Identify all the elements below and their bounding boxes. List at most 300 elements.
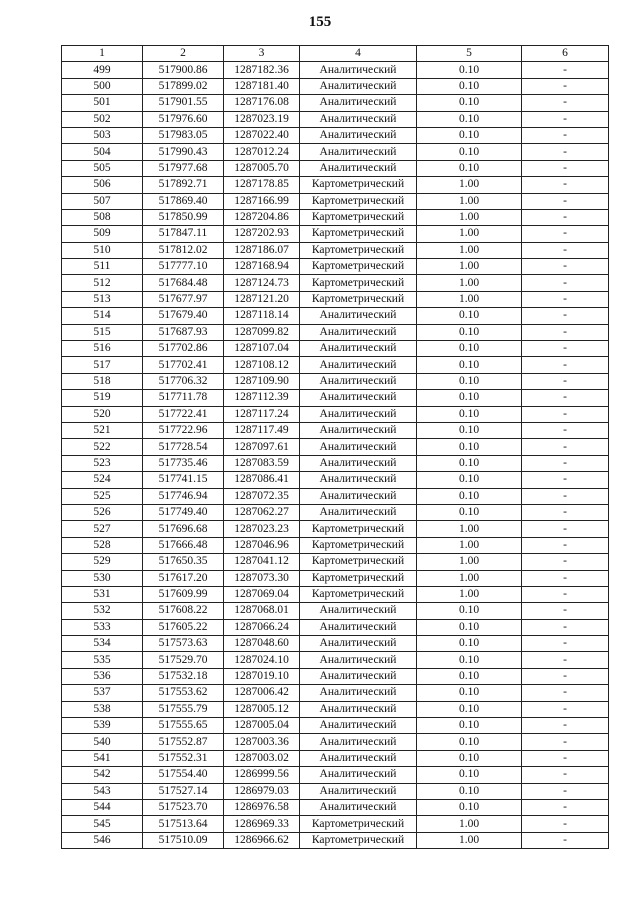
table-row: [62, 308, 609, 324]
x-coordinate-cell: 517555.65: [143, 718, 224, 734]
method-cell: Картометрический: [300, 193, 417, 209]
column-header-6: 6: [522, 46, 609, 62]
description-cell: -: [522, 685, 609, 701]
y-coordinate-cell: 1287066.24: [224, 619, 300, 635]
x-coordinate-cell: 517677.97: [143, 291, 224, 307]
table-header-row: [62, 46, 609, 62]
accuracy-cell: 1.00: [417, 570, 522, 586]
description-cell: -: [522, 373, 609, 389]
x-coordinate-cell: 517529.70: [143, 652, 224, 668]
description-cell: -: [522, 734, 609, 750]
column-header-5: 5: [417, 46, 522, 62]
table-row: [62, 160, 609, 176]
description-cell: -: [522, 111, 609, 127]
accuracy-cell: 0.10: [417, 324, 522, 340]
y-coordinate-cell: 1287117.49: [224, 422, 300, 438]
method-cell: Аналитический: [300, 422, 417, 438]
description-cell: -: [522, 586, 609, 602]
description-cell: -: [522, 701, 609, 717]
y-coordinate-cell: 1287062.27: [224, 504, 300, 520]
point-number-cell: 542: [62, 767, 143, 783]
table-row: [62, 504, 609, 520]
method-cell: Аналитический: [300, 373, 417, 389]
y-coordinate-cell: 1287107.04: [224, 341, 300, 357]
point-number-cell: 528: [62, 537, 143, 553]
method-cell: Аналитический: [300, 439, 417, 455]
method-cell: Аналитический: [300, 767, 417, 783]
description-cell: -: [522, 160, 609, 176]
description-cell: -: [522, 570, 609, 586]
accuracy-cell: 1.00: [417, 242, 522, 258]
y-coordinate-cell: 1287083.59: [224, 455, 300, 471]
accuracy-cell: 1.00: [417, 275, 522, 291]
method-cell: Аналитический: [300, 406, 417, 422]
point-number-cell: 523: [62, 455, 143, 471]
accuracy-cell: 0.10: [417, 488, 522, 504]
point-number-cell: 535: [62, 652, 143, 668]
method-cell: Картометрический: [300, 816, 417, 832]
x-coordinate-cell: 517977.68: [143, 160, 224, 176]
accuracy-cell: 0.10: [417, 636, 522, 652]
x-coordinate-cell: 517650.35: [143, 554, 224, 570]
description-cell: -: [522, 291, 609, 307]
point-number-cell: 534: [62, 636, 143, 652]
accuracy-cell: 0.10: [417, 160, 522, 176]
description-cell: -: [522, 619, 609, 635]
point-number-cell: 499: [62, 62, 143, 78]
table-row: [62, 488, 609, 504]
x-coordinate-cell: 517746.94: [143, 488, 224, 504]
table-row: [62, 357, 609, 373]
x-coordinate-cell: 517706.32: [143, 373, 224, 389]
x-coordinate-cell: 517847.11: [143, 226, 224, 242]
point-number-cell: 512: [62, 275, 143, 291]
accuracy-cell: 0.10: [417, 390, 522, 406]
method-cell: Аналитический: [300, 390, 417, 406]
description-cell: -: [522, 275, 609, 291]
x-coordinate-cell: 517735.46: [143, 455, 224, 471]
table-row: [62, 537, 609, 553]
y-coordinate-cell: 1287005.04: [224, 718, 300, 734]
table-row: [62, 275, 609, 291]
method-cell: Аналитический: [300, 160, 417, 176]
description-cell: -: [522, 341, 609, 357]
point-number-cell: 502: [62, 111, 143, 127]
description-cell: -: [522, 783, 609, 799]
y-coordinate-cell: 1287003.02: [224, 750, 300, 766]
y-coordinate-cell: 1286966.62: [224, 832, 300, 848]
point-number-cell: 509: [62, 226, 143, 242]
table-row: [62, 783, 609, 799]
y-coordinate-cell: 1287097.61: [224, 439, 300, 455]
point-number-cell: 510: [62, 242, 143, 258]
point-number-cell: 537: [62, 685, 143, 701]
method-cell: Аналитический: [300, 324, 417, 340]
method-cell: Аналитический: [300, 799, 417, 815]
accuracy-cell: 0.10: [417, 308, 522, 324]
accuracy-cell: 0.10: [417, 652, 522, 668]
y-coordinate-cell: 1287006.42: [224, 685, 300, 701]
method-cell: Аналитический: [300, 308, 417, 324]
y-coordinate-cell: 1287181.40: [224, 78, 300, 94]
description-cell: -: [522, 488, 609, 504]
point-number-cell: 519: [62, 390, 143, 406]
point-number-cell: 530: [62, 570, 143, 586]
y-coordinate-cell: 1287168.94: [224, 259, 300, 275]
point-number-cell: 524: [62, 472, 143, 488]
method-cell: Картометрический: [300, 570, 417, 586]
x-coordinate-cell: 517684.48: [143, 275, 224, 291]
table-row: [62, 111, 609, 127]
method-cell: Аналитический: [300, 95, 417, 111]
table-row: [62, 291, 609, 307]
table-row: [62, 799, 609, 815]
y-coordinate-cell: 1287048.60: [224, 636, 300, 652]
accuracy-cell: 0.10: [417, 62, 522, 78]
point-number-cell: 520: [62, 406, 143, 422]
x-coordinate-cell: 517617.20: [143, 570, 224, 586]
table-row: [62, 816, 609, 832]
accuracy-cell: 1.00: [417, 832, 522, 848]
x-coordinate-cell: 517527.14: [143, 783, 224, 799]
accuracy-cell: 0.10: [417, 357, 522, 373]
method-cell: Аналитический: [300, 701, 417, 717]
table-row: [62, 422, 609, 438]
table-row: [62, 193, 609, 209]
table-row: [62, 701, 609, 717]
accuracy-cell: 0.10: [417, 422, 522, 438]
table-row: [62, 570, 609, 586]
y-coordinate-cell: 1287178.85: [224, 177, 300, 193]
x-coordinate-cell: 517777.10: [143, 259, 224, 275]
table-row: [62, 554, 609, 570]
point-number-cell: 515: [62, 324, 143, 340]
table-row: [62, 767, 609, 783]
accuracy-cell: 1.00: [417, 291, 522, 307]
description-cell: -: [522, 554, 609, 570]
method-cell: Аналитический: [300, 62, 417, 78]
table-row: [62, 144, 609, 160]
x-coordinate-cell: 517990.43: [143, 144, 224, 160]
description-cell: -: [522, 832, 609, 848]
x-coordinate-cell: 517741.15: [143, 472, 224, 488]
point-number-cell: 506: [62, 177, 143, 193]
y-coordinate-cell: 1287099.82: [224, 324, 300, 340]
table-row: [62, 439, 609, 455]
description-cell: -: [522, 390, 609, 406]
method-cell: Картометрический: [300, 554, 417, 570]
description-cell: -: [522, 455, 609, 471]
description-cell: -: [522, 226, 609, 242]
method-cell: Картометрический: [300, 259, 417, 275]
method-cell: Аналитический: [300, 78, 417, 94]
method-cell: Картометрический: [300, 226, 417, 242]
table-row: [62, 259, 609, 275]
y-coordinate-cell: 1287019.10: [224, 668, 300, 684]
description-cell: -: [522, 324, 609, 340]
y-coordinate-cell: 1287124.73: [224, 275, 300, 291]
accuracy-cell: 0.10: [417, 783, 522, 799]
table-row: [62, 734, 609, 750]
y-coordinate-cell: 1287073.30: [224, 570, 300, 586]
y-coordinate-cell: 1287005.12: [224, 701, 300, 717]
description-cell: -: [522, 127, 609, 143]
method-cell: Аналитический: [300, 619, 417, 635]
description-cell: -: [522, 472, 609, 488]
method-cell: Картометрический: [300, 586, 417, 602]
table-row: [62, 685, 609, 701]
method-cell: Аналитический: [300, 472, 417, 488]
method-cell: Аналитический: [300, 652, 417, 668]
description-cell: -: [522, 357, 609, 373]
x-coordinate-cell: 517510.09: [143, 832, 224, 848]
point-number-cell: 518: [62, 373, 143, 389]
method-cell: Аналитический: [300, 734, 417, 750]
description-cell: -: [522, 816, 609, 832]
table-row: [62, 668, 609, 684]
accuracy-cell: 1.00: [417, 521, 522, 537]
method-cell: Аналитический: [300, 603, 417, 619]
table-row: [62, 324, 609, 340]
x-coordinate-cell: 517702.41: [143, 357, 224, 373]
method-cell: Аналитический: [300, 636, 417, 652]
point-number-cell: 511: [62, 259, 143, 275]
description-cell: -: [522, 668, 609, 684]
table-row: [62, 521, 609, 537]
y-coordinate-cell: 1287072.35: [224, 488, 300, 504]
description-cell: -: [522, 537, 609, 553]
point-number-cell: 536: [62, 668, 143, 684]
accuracy-cell: 1.00: [417, 193, 522, 209]
accuracy-cell: 0.10: [417, 95, 522, 111]
description-cell: -: [522, 308, 609, 324]
point-number-cell: 504: [62, 144, 143, 160]
table-row: [62, 636, 609, 652]
accuracy-cell: 1.00: [417, 209, 522, 225]
y-coordinate-cell: 1287182.36: [224, 62, 300, 78]
description-cell: -: [522, 177, 609, 193]
description-cell: -: [522, 259, 609, 275]
description-cell: -: [522, 209, 609, 225]
y-coordinate-cell: 1287118.14: [224, 308, 300, 324]
accuracy-cell: 1.00: [417, 816, 522, 832]
x-coordinate-cell: 517728.54: [143, 439, 224, 455]
point-number-cell: 539: [62, 718, 143, 734]
y-coordinate-cell: 1287022.40: [224, 127, 300, 143]
x-coordinate-cell: 517901.55: [143, 95, 224, 111]
description-cell: -: [522, 750, 609, 766]
table-row: [62, 341, 609, 357]
y-coordinate-cell: 1287041.12: [224, 554, 300, 570]
accuracy-cell: 0.10: [417, 619, 522, 635]
accuracy-cell: 1.00: [417, 259, 522, 275]
y-coordinate-cell: 1287024.10: [224, 652, 300, 668]
description-cell: -: [522, 95, 609, 111]
y-coordinate-cell: 1286969.33: [224, 816, 300, 832]
method-cell: Картометрический: [300, 209, 417, 225]
table-row: [62, 472, 609, 488]
accuracy-cell: 0.10: [417, 455, 522, 471]
table-row: [62, 390, 609, 406]
y-coordinate-cell: 1287121.20: [224, 291, 300, 307]
method-cell: Аналитический: [300, 718, 417, 734]
y-coordinate-cell: 1287012.24: [224, 144, 300, 160]
table-row: [62, 455, 609, 471]
accuracy-cell: 0.10: [417, 685, 522, 701]
accuracy-cell: 0.10: [417, 701, 522, 717]
method-cell: Картометрический: [300, 832, 417, 848]
point-number-cell: 541: [62, 750, 143, 766]
page-number: 155: [308, 14, 332, 30]
table-row: [62, 406, 609, 422]
accuracy-cell: 0.10: [417, 78, 522, 94]
description-cell: -: [522, 406, 609, 422]
description-cell: -: [522, 521, 609, 537]
table-row: [62, 603, 609, 619]
x-coordinate-cell: 517666.48: [143, 537, 224, 553]
accuracy-cell: 0.10: [417, 144, 522, 160]
table-row: [62, 619, 609, 635]
method-cell: Картометрический: [300, 521, 417, 537]
point-number-cell: 546: [62, 832, 143, 848]
x-coordinate-cell: 517554.40: [143, 767, 224, 783]
accuracy-cell: 0.10: [417, 504, 522, 520]
x-coordinate-cell: 517976.60: [143, 111, 224, 127]
table-row: [62, 127, 609, 143]
y-coordinate-cell: 1287109.90: [224, 373, 300, 389]
x-coordinate-cell: 517892.71: [143, 177, 224, 193]
point-number-cell: 532: [62, 603, 143, 619]
y-coordinate-cell: 1287023.23: [224, 521, 300, 537]
x-coordinate-cell: 517523.70: [143, 799, 224, 815]
table-row: [62, 832, 609, 848]
accuracy-cell: 1.00: [417, 226, 522, 242]
column-header-3: 3: [224, 46, 300, 62]
x-coordinate-cell: 517687.93: [143, 324, 224, 340]
y-coordinate-cell: 1287068.01: [224, 603, 300, 619]
x-coordinate-cell: 517605.22: [143, 619, 224, 635]
point-number-cell: 544: [62, 799, 143, 815]
x-coordinate-cell: 517552.31: [143, 750, 224, 766]
y-coordinate-cell: 1286976.58: [224, 799, 300, 815]
method-cell: Аналитический: [300, 783, 417, 799]
x-coordinate-cell: 517679.40: [143, 308, 224, 324]
x-coordinate-cell: 517899.02: [143, 78, 224, 94]
description-cell: -: [522, 652, 609, 668]
y-coordinate-cell: 1287202.93: [224, 226, 300, 242]
method-cell: Аналитический: [300, 111, 417, 127]
description-cell: -: [522, 242, 609, 258]
x-coordinate-cell: 517722.96: [143, 422, 224, 438]
y-coordinate-cell: 1286979.03: [224, 783, 300, 799]
y-coordinate-cell: 1287086.41: [224, 472, 300, 488]
table-row: [62, 373, 609, 389]
y-coordinate-cell: 1287069.04: [224, 586, 300, 602]
table-row: [62, 242, 609, 258]
table-body: [62, 62, 609, 849]
point-number-cell: 525: [62, 488, 143, 504]
table-row: [62, 62, 609, 78]
x-coordinate-cell: 517900.86: [143, 62, 224, 78]
x-coordinate-cell: 517722.41: [143, 406, 224, 422]
description-cell: -: [522, 193, 609, 209]
accuracy-cell: 1.00: [417, 554, 522, 570]
description-cell: -: [522, 439, 609, 455]
x-coordinate-cell: 517702.86: [143, 341, 224, 357]
x-coordinate-cell: 517553.62: [143, 685, 224, 701]
y-coordinate-cell: 1287166.99: [224, 193, 300, 209]
method-cell: Аналитический: [300, 144, 417, 160]
accuracy-cell: 0.10: [417, 767, 522, 783]
point-number-cell: 543: [62, 783, 143, 799]
point-number-cell: 527: [62, 521, 143, 537]
table-row: [62, 652, 609, 668]
table-row: [62, 586, 609, 602]
method-cell: Аналитический: [300, 357, 417, 373]
description-cell: -: [522, 603, 609, 619]
y-coordinate-cell: 1287117.24: [224, 406, 300, 422]
x-coordinate-cell: 517573.63: [143, 636, 224, 652]
table-row: [62, 209, 609, 225]
x-coordinate-cell: 517609.99: [143, 586, 224, 602]
point-number-cell: 517: [62, 357, 143, 373]
point-number-cell: 521: [62, 422, 143, 438]
point-number-cell: 514: [62, 308, 143, 324]
method-cell: Аналитический: [300, 488, 417, 504]
accuracy-cell: 0.10: [417, 111, 522, 127]
method-cell: Аналитический: [300, 668, 417, 684]
point-number-cell: 503: [62, 127, 143, 143]
x-coordinate-cell: 517812.02: [143, 242, 224, 258]
point-number-cell: 545: [62, 816, 143, 832]
description-cell: -: [522, 767, 609, 783]
y-coordinate-cell: 1287186.07: [224, 242, 300, 258]
method-cell: Картометрический: [300, 275, 417, 291]
accuracy-cell: 1.00: [417, 177, 522, 193]
y-coordinate-cell: 1286999.56: [224, 767, 300, 783]
method-cell: Аналитический: [300, 455, 417, 471]
x-coordinate-cell: 517555.79: [143, 701, 224, 717]
x-coordinate-cell: 517552.87: [143, 734, 224, 750]
method-cell: Картометрический: [300, 291, 417, 307]
y-coordinate-cell: 1287005.70: [224, 160, 300, 176]
table-row: [62, 750, 609, 766]
table-row: [62, 78, 609, 94]
accuracy-cell: 0.10: [417, 439, 522, 455]
description-cell: -: [522, 62, 609, 78]
point-number-cell: 531: [62, 586, 143, 602]
point-number-cell: 526: [62, 504, 143, 520]
description-cell: -: [522, 799, 609, 815]
point-number-cell: 501: [62, 95, 143, 111]
description-cell: -: [522, 144, 609, 160]
point-number-cell: 500: [62, 78, 143, 94]
accuracy-cell: 0.10: [417, 668, 522, 684]
method-cell: Картометрический: [300, 242, 417, 258]
table-row: [62, 226, 609, 242]
point-number-cell: 533: [62, 619, 143, 635]
point-number-cell: 538: [62, 701, 143, 717]
column-header-2: 2: [143, 46, 224, 62]
accuracy-cell: 1.00: [417, 586, 522, 602]
x-coordinate-cell: 517869.40: [143, 193, 224, 209]
table-row: [62, 177, 609, 193]
y-coordinate-cell: 1287204.86: [224, 209, 300, 225]
coordinates-table: [61, 45, 609, 849]
accuracy-cell: 0.10: [417, 718, 522, 734]
table-row: [62, 718, 609, 734]
description-cell: -: [522, 504, 609, 520]
